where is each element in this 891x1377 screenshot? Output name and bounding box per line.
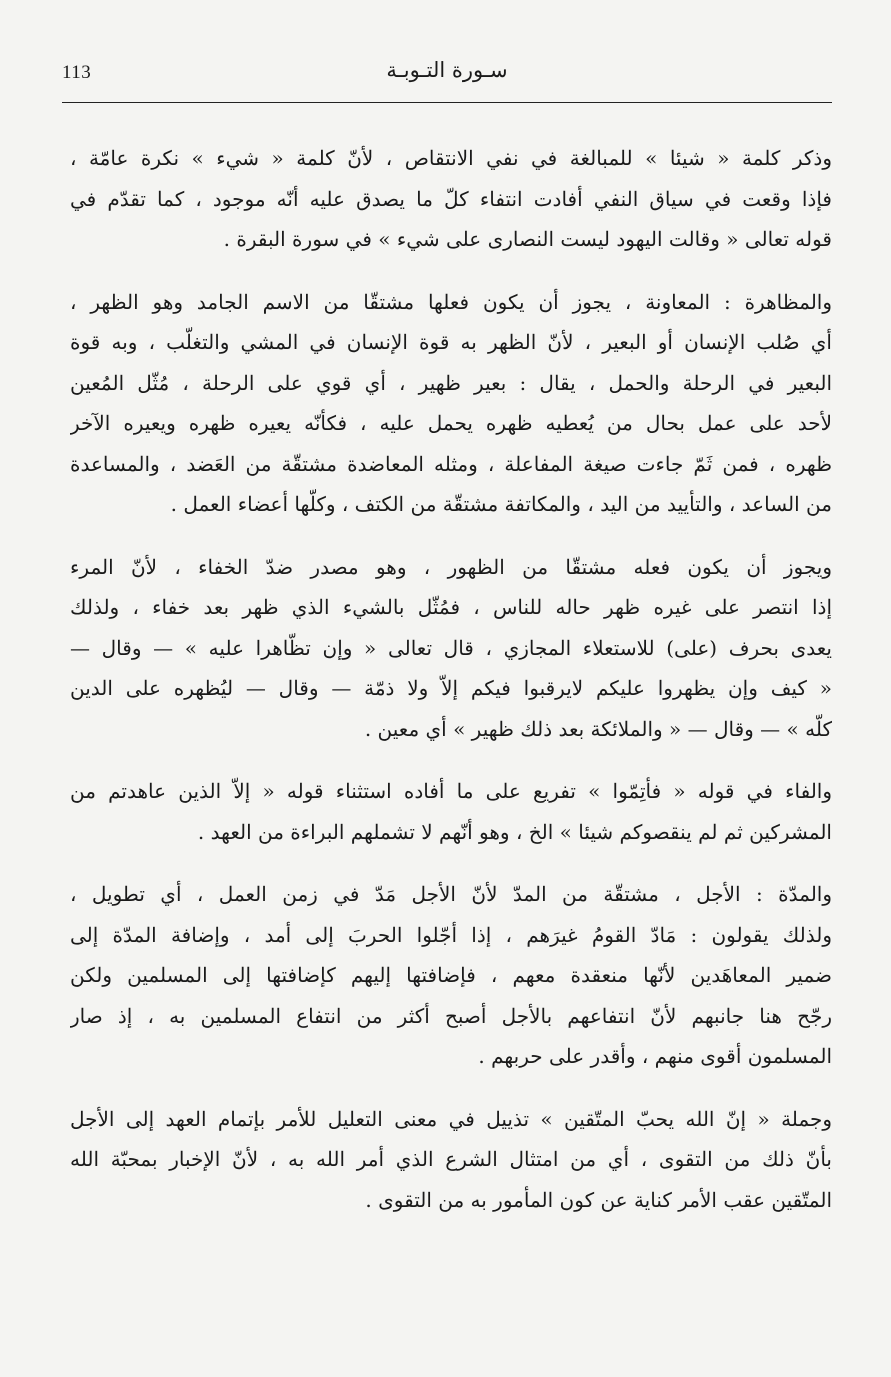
text-line: إذا انتصر على غيره ظهر حاله للناس ، فمُثّل بالشيء الذي ظهر بعد خفاء ، ولذلك xyxy=(70,595,832,619)
paragraph-4 xyxy=(70,771,832,852)
text-line: « كيف وإن يظهروا عليكم لايرقبوا فيكم إلاّ ولا ذمّة — وقال — ليُظهره على الدين xyxy=(70,676,832,700)
text-line: ويجوز أن يكون فعله مشتقّا من الظهور ، وهو مصدر ضدّ الخفاء ، لأنّ المرء xyxy=(70,554,832,579)
text-line: المسلمون أقوى منهم ، وأقدر على حربهم . xyxy=(478,1044,832,1068)
text-line: وجملة « إنّ الله يحبّ المتّقين » تذييل في معنى التعليل للأمر بإتمام العهد إلى الأجل xyxy=(70,1106,832,1131)
text-line: قوله تعالى « وقالت اليهود ليست النصارى على شيء » في سورة البقرة . xyxy=(223,227,832,251)
page-body xyxy=(70,138,832,1242)
running-title: سـورة التـوبـة xyxy=(386,58,508,82)
text-line: المشركين ثم لم ينقصوكم شيئا » الخ ، وهو أنّهم لا تشملهم البراءة من العهد . xyxy=(197,819,832,844)
text-line: بأنّ ذلك من التقوى ، أي من امتثال الشرع الذي أمر الله به ، لأنّ الإخبار بمحبّة الله xyxy=(70,1147,832,1171)
paragraph-6 xyxy=(70,1099,832,1221)
text-line: لأحد على عمل بحال من يُعطيه ظهره يحمل عليه ، فكأنّه يعيره ظهره ويعيره الآخر xyxy=(70,411,832,435)
text-line: فإذا وقعت في سياق النفي أفادت انتفاء كلّ ما يصدق عليه أنّه موجود ، كما تقدّم في xyxy=(70,186,832,211)
paragraph-1 xyxy=(70,138,832,260)
text-line: البعير في الرحلة والحمل ، يقال : بعير ظهير ، أي قوي على الرحلة ، مُثّل المُعين xyxy=(70,370,832,395)
text-line: من الساعد ، والتأييد من اليد ، والمكاتفة مشتقّة من الكتف ، وكلّها أعضاء العمل . xyxy=(170,492,832,516)
text-line: أي صُلب الإنسان أو البعير ، لأنّ الظهر به قوة الإنسان في المشي والتغلّب ، وبه قوة xyxy=(70,330,832,354)
paragraph-5 xyxy=(70,874,832,1077)
text-line: ظهره ، فمن ثَمّ جاءت صيغة المفاعلة ، ومثله المعاضدة مشتقّة من العَضد ، والمساعدة xyxy=(70,451,832,476)
paragraph-3 xyxy=(70,547,832,750)
text-line: ضمير المعاهَدين لأنّها منعقدة معهم ، فإضافتها إليهم كإضافتها إلى المسلمين ولكن xyxy=(70,963,832,987)
text-line: يعدى بحرف (على) للاستعلاء المجازي ، قال تعالى « وإن تظّاهرا عليه » — وقال — xyxy=(70,635,832,660)
text-line: والمظاهرة : المعاونة ، يجوز أن يكون فعلها مشتقّا من الاسم الجامد وهو الظهر ، xyxy=(70,289,832,314)
text-line: والفاء في قوله « فأتِمّوا » تفريع على ما أفاده استثناء قوله « إلاّ الذين عاهدتم من xyxy=(70,779,832,803)
header-divider xyxy=(62,102,832,103)
page-number: 113 xyxy=(62,62,92,83)
text-line: المتّقين عقب الأمر كناية عن كون المأمور به من التقوى . xyxy=(365,1187,832,1212)
text-line: ولذلك يقولون : مَادّ القومُ غيرَهم ، إذا أجّلوا الحربَ إلى أمد ، وإضافة المدّة إلى xyxy=(70,922,832,947)
text-line: وذكر كلمة « شيئا » للمبالغة في نفي الانتقاص ، لأنّ كلمة « شيء » نكرة عامّة ، xyxy=(70,146,832,170)
text-line: كلّه » — وقال — « والملائكة بعد ذلك ظهير » أي معين . xyxy=(364,716,832,741)
text-line: والمدّة : الأجل ، مشتقّة من المدّ لأنّ الأجل مَدّ في زمن العمل ، أي تطويل ، xyxy=(70,882,832,906)
text-line: رجّح هنا جانبهم لأنّ انتفاعهم بالأجل أصبح أكثر من انتفاع المسلمين به ، إذ صار xyxy=(70,1003,832,1028)
page-header xyxy=(62,56,832,102)
paragraph-2 xyxy=(70,282,832,525)
